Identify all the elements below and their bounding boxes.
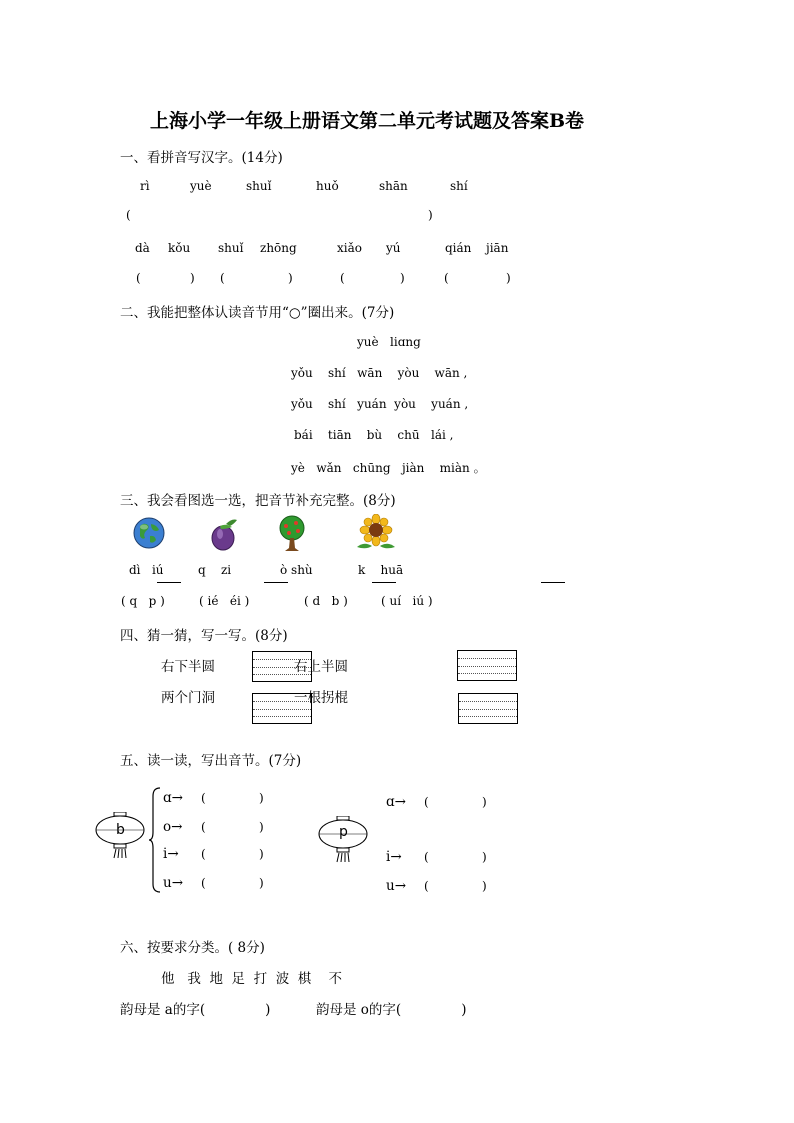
riddle-3: 两个门洞 [161, 690, 215, 706]
left-paren-a-close: ) [259, 791, 264, 805]
right-item-a: ɑ→ [386, 794, 406, 810]
option-ui-iu: ( uí iú ) [381, 594, 433, 608]
answer-paren-close: ) [428, 208, 433, 222]
option-ie-ei: ( ié éi ) [199, 594, 250, 608]
pinyin-kou: kǒu [168, 241, 191, 255]
character-list: 他 我 地 足 打 波 棋 不 [161, 971, 342, 987]
right-paren-a-close: ) [482, 795, 487, 809]
pinyin-yu: yú [386, 241, 401, 255]
pinyin-ri: rì [140, 179, 150, 193]
blank-line-1[interactable] [157, 582, 181, 583]
option-d-b: ( d b ) [304, 594, 348, 608]
left-paren-o-open: ( [201, 820, 206, 834]
lantern-letter-p: p [339, 824, 348, 840]
pinyin-shui-2: shuǐ [218, 241, 244, 255]
pinyin-zhong: zhōng [260, 241, 297, 255]
section-1-heading: 一、看拼音写汉字。(14分) [120, 150, 283, 166]
pinyin-jian: jiān [486, 241, 509, 255]
pinyin-yue: yuè [190, 179, 212, 193]
writing-box-4[interactable] [458, 693, 518, 724]
pinyin-qian: qián [445, 241, 472, 255]
section-3-heading: 三、我会看图选一选，把音节补充完整。(8分) [120, 493, 396, 509]
blank-line-2[interactable] [264, 582, 288, 583]
right-item-i: i→ [386, 849, 402, 865]
pinyin-shui: shuǐ [246, 179, 272, 193]
left-paren-a-open: ( [201, 791, 206, 805]
left-paren-u-open: ( [201, 876, 206, 890]
section-2-heading: 二、我能把整体认读音节用“○”圈出来。(7分) [120, 305, 395, 321]
eggplant-icon [206, 514, 242, 552]
section-4-heading: 四、猜一猜，写一写。(8分) [120, 628, 288, 644]
right-paren-i-close: ) [482, 850, 487, 864]
globe-icon [132, 516, 166, 550]
answer-paren-2-close: ) [288, 271, 293, 285]
answer-paren-4-open: ( [444, 271, 449, 285]
right-paren-i-open: ( [424, 850, 429, 864]
section-5-heading: 五、读一读，写出音节。(7分) [120, 753, 302, 769]
riddle-1: 右下半圆 [161, 659, 215, 675]
section-6-heading: 六、按要求分类。( 8分) [120, 940, 265, 956]
poem-line-3: yǒu shí yuán yòu yuán , [291, 397, 469, 411]
writing-box-2[interactable] [457, 650, 517, 681]
category-a-label: 韵母是 a的字( ) [120, 1002, 271, 1018]
option-q-p: ( q p ) [121, 594, 165, 608]
lantern-letter-b: b [116, 822, 125, 838]
answer-paren-4-close: ) [506, 271, 511, 285]
left-item-o: o→ [163, 819, 183, 835]
pinyin-huo: huǒ [316, 179, 339, 193]
syllable-shu: ò shù [280, 563, 313, 577]
left-item-u: u→ [163, 875, 184, 891]
left-paren-i-open: ( [201, 847, 206, 861]
pinyin-shan: shān [379, 179, 408, 193]
answer-paren-2-open: ( [220, 271, 225, 285]
pinyin-shi: shí [450, 179, 468, 193]
answer-paren-1-open: ( [136, 271, 141, 285]
right-paren-u-open: ( [424, 879, 429, 893]
brace-icon [148, 786, 162, 894]
blank-line-3[interactable] [372, 582, 396, 583]
poem-line-2: yǒu shí wān yòu wān , [291, 366, 468, 380]
answer-paren-open: ( [126, 208, 131, 222]
answer-paren-3-close: ) [400, 271, 405, 285]
sunflower-icon [354, 514, 398, 552]
tree-icon [274, 514, 310, 552]
answer-paren-1-close: ) [190, 271, 195, 285]
left-item-a: ɑ→ [163, 790, 183, 806]
right-item-u: u→ [386, 878, 407, 894]
left-paren-o-close: ) [259, 820, 264, 834]
blank-line-4[interactable] [541, 582, 565, 583]
poem-line-5: yè wǎn chūng jiàn miàn 。 [291, 461, 486, 475]
syllable-diqiu: dì iú [129, 563, 164, 577]
answer-paren-3-open: ( [340, 271, 345, 285]
riddle-2: 右上半圆 [294, 659, 348, 675]
right-paren-a-open: ( [424, 795, 429, 809]
poem-line-4: bái tiān bù chū lái , [294, 428, 454, 442]
riddle-4: 一根拐棍 [294, 690, 348, 706]
right-paren-u-close: ) [482, 879, 487, 893]
poem-line-1: yuè liɑng [357, 335, 421, 349]
syllable-kuihua: k huā [358, 563, 404, 577]
page-title: 上海小学一年级上册语文第二单元考试题及答案B卷 [150, 110, 585, 132]
pinyin-da: dà [135, 241, 150, 255]
syllable-qiezi: q zi [198, 563, 232, 577]
left-paren-u-close: ) [259, 876, 264, 890]
pinyin-xiao: xiǎo [337, 241, 362, 255]
left-item-i: i→ [163, 846, 179, 862]
category-o-label: 韵母是 o的字( ) [316, 1002, 467, 1018]
left-paren-i-close: ) [259, 847, 264, 861]
